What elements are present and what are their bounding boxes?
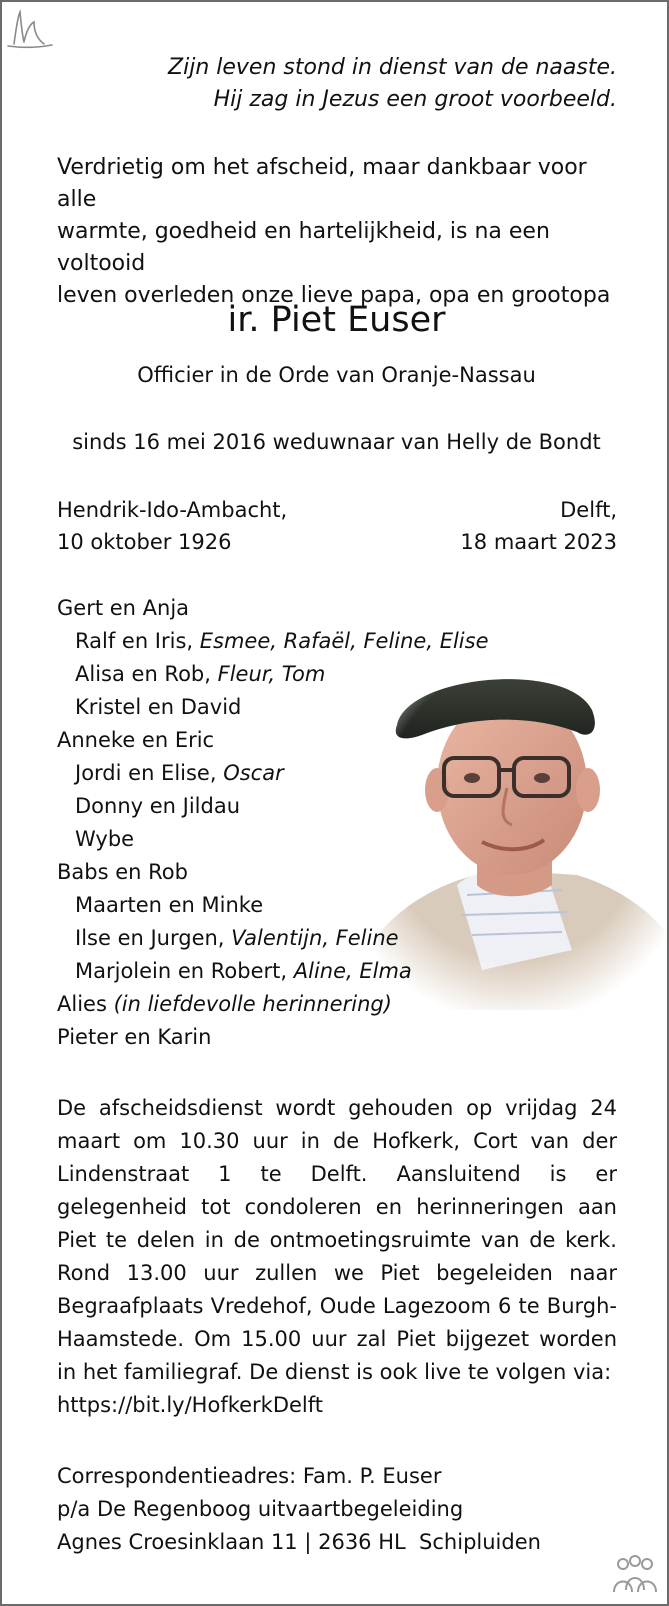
birth-date: 10 oktober 1926 bbox=[57, 530, 232, 554]
widow-line: sinds 16 mei 2016 weduwnaar van Helly de Bondt bbox=[72, 430, 601, 454]
family-list bbox=[57, 592, 489, 1054]
list-item: Gert en Anja bbox=[57, 596, 190, 620]
service-announcement bbox=[57, 1092, 617, 1422]
list-item: Babs en Rob bbox=[57, 860, 188, 884]
motto-line-1: Zijn leven stond in dienst van de naaste. bbox=[168, 55, 617, 80]
people-group-icon bbox=[609, 1554, 661, 1596]
list-item: Alies (in liefdevolle herinnering) bbox=[57, 992, 392, 1016]
death-date: 18 maart 2023 bbox=[460, 530, 617, 554]
motto-line-2: Hij zag in Jezus een groot voorbeeld. bbox=[213, 87, 617, 112]
list-item: Kristel en David bbox=[75, 695, 242, 719]
death-place: Delft, bbox=[560, 498, 617, 522]
list-item: Marjolein en Robert, Aline, Elma bbox=[75, 959, 412, 983]
list-item: Alisa en Rob, Fleur, Tom bbox=[75, 662, 326, 686]
address-line-3: Agnes Croesinklaan 11 | 2636 HL Schipluiden bbox=[57, 1530, 541, 1554]
address-line-2: p/a De Regenboog uitvaartbegeleiding bbox=[57, 1497, 464, 1521]
list-item: Anneke en Eric bbox=[57, 728, 215, 752]
list-item: Maarten en Minke bbox=[75, 893, 264, 917]
deceased-name: ir. Piet Euser bbox=[227, 300, 446, 340]
list-item: Wybe bbox=[75, 827, 135, 851]
intro-line-1: Verdrietig om het afscheid, maar dankbaar voor alle bbox=[57, 155, 587, 212]
list-item: Ralf en Iris, Esmee, Rafaël, Feline, Elise bbox=[75, 629, 489, 653]
address-line-1: Correspondentieadres: Fam. P. Euser bbox=[57, 1464, 442, 1488]
intro-line-3: leven overleden onze lieve papa, opa en grootopa bbox=[57, 283, 611, 308]
intro-text bbox=[57, 152, 617, 312]
list-item: Jordi en Elise, Oscar bbox=[75, 761, 284, 785]
life-dates bbox=[57, 494, 617, 558]
livestream-link[interactable]: https://bit.ly/HofkerkDelft bbox=[57, 1393, 324, 1417]
birth-place: Hendrik-Ido-Ambacht, bbox=[57, 498, 288, 522]
list-item: Ilse en Jurgen, Valentijn, Feline bbox=[75, 926, 399, 950]
intro-line-2: warmte, goedheid en hartelijkheid, is na een voltooid bbox=[57, 219, 550, 276]
list-item: Pieter en Karin bbox=[57, 1025, 212, 1049]
signature-logo-icon bbox=[4, 4, 54, 54]
list-item: Donny en Jildau bbox=[75, 794, 241, 818]
honor-title: Officier in de Orde van Oranje-Nassau bbox=[137, 363, 536, 387]
correspondence-address bbox=[57, 1460, 541, 1559]
service-text: De afscheidsdienst wordt gehouden op vrijdag 24 maart om 10.30 uur in de Hofkerk, Cort van der Lindenstraat 1 te Delft. Aansluitend is er gelegenheid tot condoleren en herinneringen aan Piet te delen in de ontmoetingsruimte van de kerk. Rond 13.00 uur zullen we Piet begeleiden naar Begraafplaats Vredehof, Oude Lagezoom 6 te Burgh-Haamstede. Om 15.00 uur zal Piet bijgezet worden in het familiegraf. De dienst is ook live te volgen via: bbox=[57, 1096, 617, 1384]
motto bbox=[57, 52, 617, 116]
